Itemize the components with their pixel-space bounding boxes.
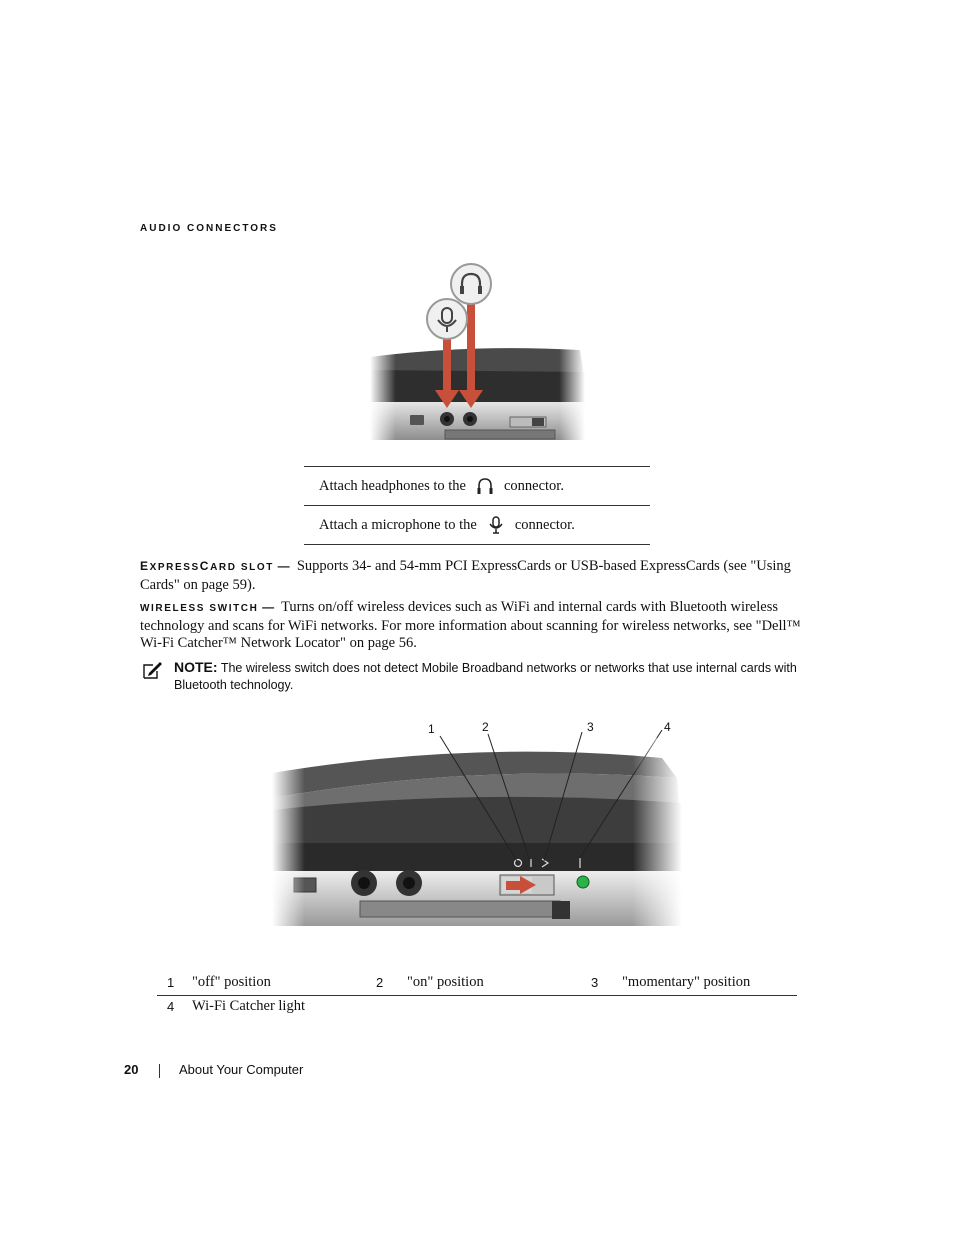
expresscard-text: Supports 34- and 54-mm PCI ExpressCards or USB-based ExpressCards (see "Using Cards" on page 59). (140, 558, 791, 593)
term-part: E (140, 559, 150, 573)
term-dash: — (262, 600, 275, 614)
audio-connectors-figure (370, 262, 585, 442)
footer-title: About Your Computer (179, 1062, 304, 1077)
wireless-term: WIRELESS SWITCH (140, 603, 259, 614)
expresscard-paragraph (140, 558, 816, 594)
legend-number: 3 (591, 975, 599, 990)
callout-4: 4 (664, 720, 671, 734)
note-label: NOTE: (174, 659, 218, 675)
footer-divider (159, 1064, 160, 1078)
callout-2: 2 (482, 720, 489, 734)
connector-text: Attach a microphone to the (319, 516, 477, 533)
callout-1: 1 (428, 722, 435, 736)
legend-text: Wi-Fi Catcher light (192, 998, 305, 1014)
legend-text: "on" position (407, 974, 484, 990)
connector-row-microphone (304, 505, 650, 545)
legend-text: "momentary" position (622, 974, 751, 990)
page-number: 20 (124, 1062, 139, 1077)
term-part: C (199, 559, 211, 573)
term-part: ARD SLOT (210, 562, 274, 573)
section-heading: AUDIO CONNECTORS (140, 223, 278, 234)
legend-row (157, 996, 797, 1019)
callout-3: 3 (587, 720, 594, 734)
legend-row (157, 972, 797, 996)
connector-text: Attach headphones to the (319, 477, 466, 494)
term-part: XPRESS (149, 562, 200, 573)
connector-table (304, 466, 650, 545)
connector-text: connector. (514, 516, 575, 533)
microphone-icon (485, 515, 507, 535)
connector-text: connector. (503, 477, 564, 494)
wireless-switch-figure (272, 718, 682, 928)
wireless-text: Turns on/off wireless devices such as WiFi and internal cards with Bluetooth wireless technology and scans for WiFi networks. For more information about scanning for wireless networks, see "Dell™ Wi-Fi Catcher™ Network Locator" on page 56. (140, 599, 801, 651)
legend-number: 1 (167, 975, 175, 990)
legend-text: "off" position (192, 974, 271, 990)
microphone-icon (427, 299, 467, 339)
wireless-paragraph (140, 599, 816, 653)
headphones-icon (474, 476, 496, 496)
note-body: The wireless switch does not detect Mobile Broadband networks or networks that use internal cards with Bluetooth technology. (174, 661, 797, 692)
note-text (174, 659, 819, 694)
legend-number: 4 (167, 999, 175, 1014)
headphones-icon (451, 264, 491, 304)
expresscard-term (140, 559, 274, 573)
term-dash: — (277, 559, 290, 573)
legend-number: 2 (376, 975, 384, 990)
connector-row-headphones (304, 466, 650, 505)
page-footer (124, 1062, 304, 1077)
legend-table (157, 972, 797, 1019)
pencil-note-icon (143, 661, 163, 679)
